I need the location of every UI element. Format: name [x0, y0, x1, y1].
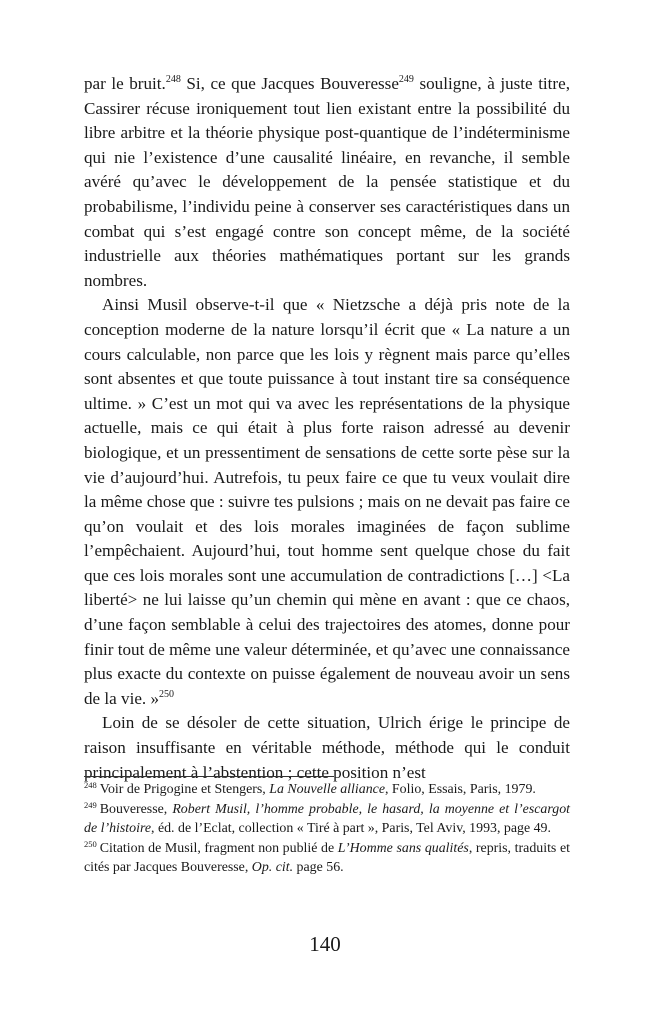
text-run: Ainsi Musil observe-t-il que « Nietzsche a déjà pris note de la conception moderne de la nature lorsqu’il écrit que « La nature a un cours calculable, non parce que les lois y règnent mais parce qu’elles sont absentes et que toute puissance à tout instant tire sa conséquence ultime. » C’est un mot qui va avec les représentations de la physique actuelle, mais ce qui était à plus forte raison adressé au devenir biologique, et un pressentiment de sensations de cette sorte pèse sur la vie d’aujourd’hui. Autrefois, tu peux faire ce que tu veux voulait dire la même chose que : suivre tes pulsions ; mais on ne devait pas faire ce qu’on voulait et des lois morales imaginées de façon sublime l’empêchaient. Aujourd’hui, tout homme sent quelque chose du fait que ces lois morales sont une accumulation de contradictions […] <La liberté> ne lui laisse qu’un chemin qui mène en avant : que ce chaos, d’une façon semblable à celui des trajectoires des atomes, donne pour finir tout de même une valeur déterminée, et qu’avec une connaissance plus exacte du contexte on puisse également de nouveau avoir un sens de la vie. »: [84, 295, 570, 708]
body-text: [84, 72, 570, 785]
book-title: La Nouvelle alliance: [269, 782, 385, 797]
paragraph-3: Loin de se désoler de cette situation, Ulrich érige le principe de raison insuffisante en véritable méthode, méthode qui le conduit principalement à l’abstention ; cette position n’est: [84, 713, 570, 782]
footnote-248: [84, 780, 570, 800]
footnote-ref-249[interactable]: 249: [398, 74, 414, 85]
footnote-divider: [84, 776, 334, 777]
footnote-number: 250: [84, 838, 97, 849]
text-run: page 56.: [293, 860, 344, 876]
text-run: Bouveresse,: [99, 801, 173, 817]
footnote-number: 248: [84, 780, 97, 790]
text-run: , Folio, Essais, Paris, 1979.: [384, 782, 536, 797]
text-run: souligne, à juste titre, Cassirer récuse ironiquement tout lien existant entre la possibilité du libre arbitre et la théorie physique post-quantique de l’indéterminisme qui nie l’existence d’une causalité linéaire, en revanche, il semble avéré qu’avec le développement de la pensée statistique et du probabilisme, l’individu peine à conserver ses caractéristiques dans un combat qui s’est engagé contre son concept même, de la société industrielle aux théories mathématiques portant sur les grands nombres.: [84, 74, 570, 290]
text-run: Citation de Musil, fragment non publié de: [99, 840, 338, 856]
text-run: par le bruit.: [84, 74, 166, 93]
footnote-ref-248[interactable]: 248: [165, 74, 181, 85]
book-title: L’Homme sans qualités: [337, 840, 469, 856]
paragraph-1: [84, 72, 570, 293]
text-run: Si, ce que Jacques Bouveresse: [180, 74, 399, 93]
text-run: Voir de Prigogine et Stengers,: [99, 782, 270, 797]
page-number: 140: [309, 932, 341, 956]
footnote-250: [84, 839, 570, 878]
footnotes: [84, 780, 570, 878]
book-title: Op. cit.: [251, 860, 294, 876]
paragraph-2: [84, 293, 570, 711]
footnote-number: 249: [84, 799, 97, 810]
book-title: Robert Musil, l’homme probable, le hasard, la moyenne et l’escargot de l’histoire: [84, 801, 570, 837]
text-run: , éd. de l’Eclat, collection « Tiré à part », Paris, Tel Aviv, 1993, page 49.: [151, 821, 551, 837]
text-run: , repris, traduits et cités par Jacques Bouveresse,: [84, 840, 570, 876]
footnote-ref-250[interactable]: 250: [159, 688, 174, 700]
footnote-249: [84, 800, 570, 839]
